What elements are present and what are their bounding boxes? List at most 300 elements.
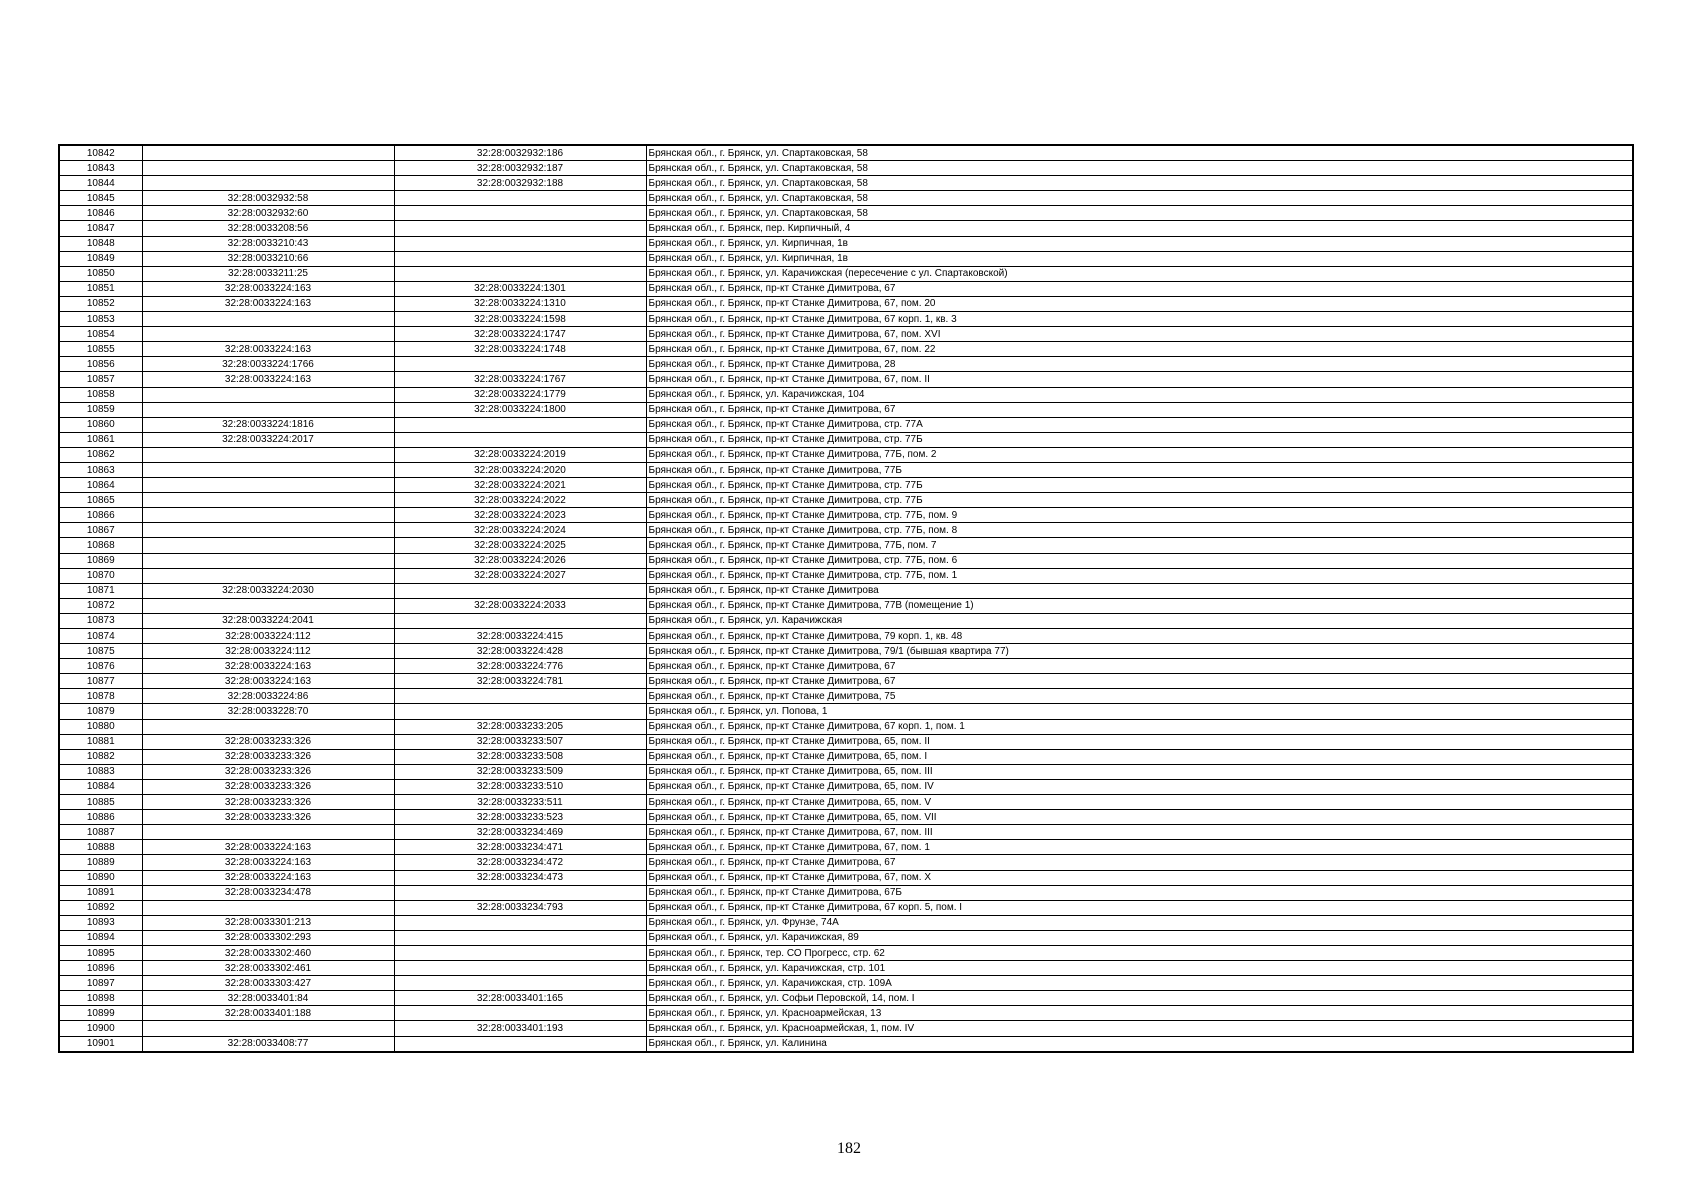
object-number-cell: 32:28:0033224:1748 — [394, 342, 646, 357]
row-number-cell: 10851 — [59, 281, 142, 296]
land-plot-number-cell: 32:28:0033224:163 — [142, 840, 394, 855]
object-number-cell: 32:28:0032932:186 — [394, 145, 646, 161]
table-row — [59, 402, 1633, 417]
table-row — [59, 900, 1633, 915]
land-plot-number-cell: 32:28:0033302:460 — [142, 945, 394, 960]
table-row — [59, 779, 1633, 794]
object-number-cell: 32:28:0033224:2026 — [394, 553, 646, 568]
row-number-cell: 10870 — [59, 568, 142, 583]
land-plot-number-cell: 32:28:0033233:326 — [142, 764, 394, 779]
table-row — [59, 1036, 1633, 1052]
row-number-cell: 10853 — [59, 312, 142, 327]
address-cell: Брянская обл., г. Брянск, пр-кт Станке Димитрова, 65, пом. III — [646, 764, 1633, 779]
address-cell: Брянская обл., г. Брянск, пр-кт Станке Димитрова, 28 — [646, 357, 1633, 372]
address-cell: Брянская обл., г. Брянск, пр-кт Станке Димитрова, 67 корп. 1, пом. 1 — [646, 719, 1633, 734]
address-cell: Брянская обл., г. Брянск, пр-кт Станке Димитрова, 65, пом. VII — [646, 810, 1633, 825]
object-number-cell — [394, 689, 646, 704]
row-number-cell: 10854 — [59, 327, 142, 342]
address-cell: Брянская обл., г. Брянск, пр-кт Станке Димитрова, 67, пом. II — [646, 372, 1633, 387]
table-row — [59, 251, 1633, 266]
object-number-cell — [394, 583, 646, 598]
table-row — [59, 644, 1633, 659]
address-cell: Брянская обл., г. Брянск, пр-кт Станке Димитрова, 79 корп. 1, кв. 48 — [646, 629, 1633, 644]
row-number-cell: 10852 — [59, 296, 142, 311]
address-cell: Брянская обл., г. Брянск, ул. Карачижская, 104 — [646, 387, 1633, 402]
object-number-cell — [394, 251, 646, 266]
land-plot-number-cell — [142, 825, 394, 840]
address-cell: Брянская обл., г. Брянск, пр-кт Станке Димитрова, 77Б, пом. 7 — [646, 538, 1633, 553]
address-cell: Брянская обл., г. Брянск, пр-кт Станке Димитрова, 67 — [646, 659, 1633, 674]
row-number-cell: 10898 — [59, 991, 142, 1006]
table-row — [59, 734, 1633, 749]
address-cell: Брянская обл., г. Брянск, ул. Карачижская, стр. 101 — [646, 961, 1633, 976]
table-row — [59, 432, 1633, 447]
table-row — [59, 810, 1633, 825]
address-cell: Брянская обл., г. Брянск, пр-кт Станке Димитрова, 79/1 (бывшая квартира 77) — [646, 644, 1633, 659]
table-row — [59, 764, 1633, 779]
row-number-cell: 10845 — [59, 191, 142, 206]
address-cell: Брянская обл., г. Брянск, ул. Спартаковская, 58 — [646, 161, 1633, 176]
row-number-cell: 10881 — [59, 734, 142, 749]
table-row — [59, 161, 1633, 176]
row-number-cell: 10856 — [59, 357, 142, 372]
object-number-cell: 32:28:0033224:1310 — [394, 296, 646, 311]
address-cell: Брянская обл., г. Брянск, пр-кт Станке Димитрова, 67, пом. 22 — [646, 342, 1633, 357]
object-number-cell — [394, 357, 646, 372]
address-cell: Брянская обл., г. Брянск, пр-кт Станке Димитрова, стр. 77Б — [646, 493, 1633, 508]
table-row — [59, 493, 1633, 508]
row-number-cell: 10895 — [59, 945, 142, 960]
table-row — [59, 1021, 1633, 1036]
row-number-cell: 10899 — [59, 1006, 142, 1021]
table-row — [59, 659, 1633, 674]
object-number-cell — [394, 885, 646, 900]
land-plot-number-cell: 32:28:0033224:112 — [142, 629, 394, 644]
table-row — [59, 795, 1633, 810]
land-plot-number-cell — [142, 462, 394, 477]
object-number-cell: 32:28:0033224:1301 — [394, 281, 646, 296]
object-number-cell: 32:28:0033224:2021 — [394, 478, 646, 493]
object-number-cell: 32:28:0033234:473 — [394, 870, 646, 885]
land-plot-number-cell: 32:28:0033210:66 — [142, 251, 394, 266]
table-row — [59, 145, 1633, 161]
row-number-cell: 10867 — [59, 523, 142, 538]
row-number-cell: 10859 — [59, 402, 142, 417]
land-plot-number-cell: 32:28:0033224:86 — [142, 689, 394, 704]
object-number-cell: 32:28:0033234:471 — [394, 840, 646, 855]
row-number-cell: 10843 — [59, 161, 142, 176]
row-number-cell: 10850 — [59, 266, 142, 281]
table-row — [59, 462, 1633, 477]
address-cell: Брянская обл., г. Брянск, ул. Спартаковская, 58 — [646, 145, 1633, 161]
address-cell: Брянская обл., г. Брянск, ул. Спартаковская, 58 — [646, 191, 1633, 206]
land-plot-number-cell: 32:28:0033301:213 — [142, 915, 394, 930]
land-plot-number-cell: 32:28:0033224:163 — [142, 855, 394, 870]
land-plot-number-cell: 32:28:0033233:326 — [142, 749, 394, 764]
address-cell: Брянская обл., г. Брянск, пр-кт Станке Димитрова, 67, пом. X — [646, 870, 1633, 885]
address-cell: Брянская обл., г. Брянск, пр-кт Станке Димитрова, 67 — [646, 855, 1633, 870]
table-row — [59, 266, 1633, 281]
table-row — [59, 372, 1633, 387]
table-body — [59, 145, 1633, 1052]
table-row — [59, 342, 1633, 357]
address-cell: Брянская обл., г. Брянск, пр-кт Станке Димитрова, 77Б — [646, 462, 1633, 477]
address-cell: Брянская обл., г. Брянск, пр-кт Станке Димитрова, 77В (помещение 1) — [646, 598, 1633, 613]
row-number-cell: 10869 — [59, 553, 142, 568]
object-number-cell — [394, 206, 646, 221]
row-number-cell: 10844 — [59, 176, 142, 191]
object-number-cell — [394, 613, 646, 628]
land-plot-number-cell — [142, 387, 394, 402]
land-plot-number-cell: 32:28:0033211:25 — [142, 266, 394, 281]
land-plot-number-cell: 32:28:0033224:163 — [142, 674, 394, 689]
row-number-cell: 10893 — [59, 915, 142, 930]
address-cell: Брянская обл., г. Брянск, пр-кт Станке Димитрова, 67, пом. 20 — [646, 296, 1633, 311]
address-cell: Брянская обл., г. Брянск, ул. Красноармейская, 13 — [646, 1006, 1633, 1021]
land-plot-number-cell: 32:28:0032932:58 — [142, 191, 394, 206]
object-number-cell — [394, 704, 646, 719]
object-number-cell: 32:28:0033224:1779 — [394, 387, 646, 402]
address-cell: Брянская обл., г. Брянск, пр-кт Станке Димитрова, 65, пом. II — [646, 734, 1633, 749]
address-cell: Брянская обл., г. Брянск, ул. Спартаковская, 58 — [646, 206, 1633, 221]
land-plot-number-cell — [142, 1021, 394, 1036]
address-cell: Брянская обл., г. Брянск, пр-кт Станке Димитрова, 65, пом. V — [646, 795, 1633, 810]
row-number-cell: 10868 — [59, 538, 142, 553]
table-row — [59, 629, 1633, 644]
address-cell: Брянская обл., г. Брянск, ул. Кирпичная, 1в — [646, 236, 1633, 251]
row-number-cell: 10863 — [59, 462, 142, 477]
object-number-cell — [394, 976, 646, 991]
object-number-cell — [394, 1036, 646, 1052]
table-row — [59, 176, 1633, 191]
row-number-cell: 10878 — [59, 689, 142, 704]
address-cell: Брянская обл., г. Брянск, пр-кт Станке Димитрова, 67, пом. XVI — [646, 327, 1633, 342]
row-number-cell: 10864 — [59, 478, 142, 493]
address-cell: Брянская обл., г. Брянск, ул. Кирпичная, 1в — [646, 251, 1633, 266]
land-plot-number-cell: 32:28:0033401:84 — [142, 991, 394, 1006]
table-row — [59, 387, 1633, 402]
address-cell: Брянская обл., г. Брянск, пр-кт Станке Димитрова, стр. 77Б, пом. 8 — [646, 523, 1633, 538]
object-number-cell: 32:28:0033224:415 — [394, 629, 646, 644]
address-cell: Брянская обл., г. Брянск, пр-кт Станке Димитрова, стр. 77Б, пом. 1 — [646, 568, 1633, 583]
object-number-cell — [394, 191, 646, 206]
object-number-cell: 32:28:0033233:510 — [394, 779, 646, 794]
land-plot-number-cell — [142, 719, 394, 734]
row-number-cell: 10866 — [59, 508, 142, 523]
row-number-cell: 10871 — [59, 583, 142, 598]
table-row — [59, 704, 1633, 719]
object-number-cell: 32:28:0033233:509 — [394, 764, 646, 779]
object-number-cell: 32:28:0032932:187 — [394, 161, 646, 176]
table-row — [59, 719, 1633, 734]
address-cell: Брянская обл., г. Брянск, пр-кт Станке Димитрова, 67 корп. 1, кв. 3 — [646, 312, 1633, 327]
land-plot-number-cell: 32:28:0033234:478 — [142, 885, 394, 900]
address-cell: Брянская обл., г. Брянск, пр-кт Станке Димитрова, 65, пом. I — [646, 749, 1633, 764]
row-number-cell: 10889 — [59, 855, 142, 870]
address-cell: Брянская обл., г. Брянск, ул. Красноармейская, 1, пом. IV — [646, 1021, 1633, 1036]
land-plot-number-cell: 32:28:0033224:112 — [142, 644, 394, 659]
object-number-cell — [394, 1006, 646, 1021]
row-number-cell: 10896 — [59, 961, 142, 976]
object-number-cell: 32:28:0033233:508 — [394, 749, 646, 764]
address-cell: Брянская обл., г. Брянск, пр-кт Станке Димитрова, 67 корп. 5, пом. I — [646, 900, 1633, 915]
row-number-cell: 10847 — [59, 221, 142, 236]
table-row — [59, 930, 1633, 945]
object-number-cell — [394, 915, 646, 930]
object-number-cell: 32:28:0033224:2019 — [394, 447, 646, 462]
address-cell: Брянская обл., г. Брянск, ул. Карачижская, 89 — [646, 930, 1633, 945]
row-number-cell: 10877 — [59, 674, 142, 689]
object-number-cell — [394, 417, 646, 432]
table-row — [59, 915, 1633, 930]
land-plot-number-cell: 32:28:0033228:70 — [142, 704, 394, 719]
table-row — [59, 538, 1633, 553]
row-number-cell: 10855 — [59, 342, 142, 357]
table-row — [59, 613, 1633, 628]
row-number-cell: 10858 — [59, 387, 142, 402]
address-cell: Брянская обл., г. Брянск, ул. Фрунзе, 74А — [646, 915, 1633, 930]
table-row — [59, 568, 1633, 583]
address-cell: Брянская обл., г. Брянск, пр-кт Станке Димитрова, стр. 77Б, пом. 6 — [646, 553, 1633, 568]
land-plot-number-cell: 32:28:0033224:163 — [142, 296, 394, 311]
table-row — [59, 583, 1633, 598]
table-row — [59, 961, 1633, 976]
address-cell: Брянская обл., г. Брянск, пр-кт Станке Димитрова, 67 — [646, 674, 1633, 689]
object-number-cell: 32:28:0033224:428 — [394, 644, 646, 659]
table-row — [59, 523, 1633, 538]
row-number-cell: 10879 — [59, 704, 142, 719]
row-number-cell: 10880 — [59, 719, 142, 734]
row-number-cell: 10857 — [59, 372, 142, 387]
address-cell: Брянская обл., г. Брянск, ул. Софьи Перовской, 14, пом. I — [646, 991, 1633, 1006]
table-row — [59, 191, 1633, 206]
land-plot-number-cell: 32:28:0033302:461 — [142, 961, 394, 976]
land-plot-number-cell — [142, 327, 394, 342]
address-cell: Брянская обл., г. Брянск, ул. Карачижская (пересечение с ул. Спартаковской) — [646, 266, 1633, 281]
table-row — [59, 674, 1633, 689]
land-plot-number-cell — [142, 568, 394, 583]
object-number-cell — [394, 221, 646, 236]
land-plot-number-cell — [142, 538, 394, 553]
table-row — [59, 1006, 1633, 1021]
land-plot-number-cell: 32:28:0033208:56 — [142, 221, 394, 236]
table-row — [59, 447, 1633, 462]
object-number-cell: 32:28:0033224:2025 — [394, 538, 646, 553]
table-row — [59, 327, 1633, 342]
address-cell: Брянская обл., г. Брянск, пр-кт Станке Димитрова — [646, 583, 1633, 598]
table-row — [59, 976, 1633, 991]
address-cell: Брянская обл., г. Брянск, ул. Калинина — [646, 1036, 1633, 1052]
table-row — [59, 553, 1633, 568]
address-cell: Брянская обл., г. Брянск, пр-кт Станке Димитрова, 75 — [646, 689, 1633, 704]
address-cell: Брянская обл., г. Брянск, пр-кт Станке Димитрова, 67Б — [646, 885, 1633, 900]
object-number-cell — [394, 961, 646, 976]
row-number-cell: 10897 — [59, 976, 142, 991]
object-number-cell: 32:28:0033224:1767 — [394, 372, 646, 387]
table-row — [59, 296, 1633, 311]
object-number-cell: 32:28:0033224:2022 — [394, 493, 646, 508]
object-number-cell — [394, 945, 646, 960]
address-cell: Брянская обл., г. Брянск, пер. Кирпичный, 4 — [646, 221, 1633, 236]
object-number-cell: 32:28:0033233:205 — [394, 719, 646, 734]
object-number-cell — [394, 432, 646, 447]
object-number-cell: 32:28:0033224:776 — [394, 659, 646, 674]
land-plot-number-cell — [142, 508, 394, 523]
row-number-cell: 10865 — [59, 493, 142, 508]
object-number-cell: 32:28:0033234:793 — [394, 900, 646, 915]
object-number-cell: 32:28:0033401:193 — [394, 1021, 646, 1036]
object-number-cell: 32:28:0033234:469 — [394, 825, 646, 840]
row-number-cell: 10860 — [59, 417, 142, 432]
table-row — [59, 357, 1633, 372]
table-row — [59, 689, 1633, 704]
table-row — [59, 825, 1633, 840]
land-plot-number-cell: 32:28:0033233:326 — [142, 810, 394, 825]
object-number-cell: 32:28:0033224:2024 — [394, 523, 646, 538]
land-plot-number-cell: 32:28:0033224:2041 — [142, 613, 394, 628]
land-plot-number-cell — [142, 478, 394, 493]
object-number-cell: 32:28:0033233:523 — [394, 810, 646, 825]
row-number-cell: 10875 — [59, 644, 142, 659]
land-plot-number-cell — [142, 447, 394, 462]
address-cell: Брянская обл., г. Брянск, пр-кт Станке Димитрова, стр. 77А — [646, 417, 1633, 432]
address-cell: Брянская обл., г. Брянск, ул. Карачижская, стр. 109А — [646, 976, 1633, 991]
land-plot-number-cell — [142, 493, 394, 508]
row-number-cell: 10886 — [59, 810, 142, 825]
land-plot-number-cell: 32:28:0033210:43 — [142, 236, 394, 251]
address-cell: Брянская обл., г. Брянск, пр-кт Станке Димитрова, 67, пом. 1 — [646, 840, 1633, 855]
object-number-cell: 32:28:0033224:2020 — [394, 462, 646, 477]
table-row — [59, 749, 1633, 764]
row-number-cell: 10900 — [59, 1021, 142, 1036]
object-number-cell: 32:28:0033233:511 — [394, 795, 646, 810]
row-number-cell: 10890 — [59, 870, 142, 885]
row-number-cell: 10885 — [59, 795, 142, 810]
address-cell: Брянская обл., г. Брянск, ул. Попова, 1 — [646, 704, 1633, 719]
object-number-cell: 32:28:0033224:1800 — [394, 402, 646, 417]
address-cell: Брянская обл., г. Брянск, пр-кт Станке Димитрова, стр. 77Б, пом. 9 — [646, 508, 1633, 523]
object-number-cell: 32:28:0033224:2027 — [394, 568, 646, 583]
table-row — [59, 281, 1633, 296]
address-cell: Брянская обл., г. Брянск, пр-кт Станке Димитрова, стр. 77Б — [646, 478, 1633, 493]
table-row — [59, 478, 1633, 493]
row-number-cell: 10862 — [59, 447, 142, 462]
table-row — [59, 870, 1633, 885]
row-number-cell: 10887 — [59, 825, 142, 840]
address-cell: Брянская обл., г. Брянск, пр-кт Станке Димитрова, 67, пом. III — [646, 825, 1633, 840]
row-number-cell: 10874 — [59, 629, 142, 644]
object-number-cell — [394, 930, 646, 945]
table-row — [59, 885, 1633, 900]
table-row — [59, 312, 1633, 327]
land-plot-number-cell — [142, 176, 394, 191]
address-cell: Брянская обл., г. Брянск, пр-кт Станке Димитрова, 67 — [646, 402, 1633, 417]
object-number-cell: 32:28:0033224:781 — [394, 674, 646, 689]
land-plot-number-cell: 32:28:0033224:1766 — [142, 357, 394, 372]
address-cell: Брянская обл., г. Брянск, пр-кт Станке Димитрова, стр. 77Б — [646, 432, 1633, 447]
object-number-cell: 32:28:0033224:2033 — [394, 598, 646, 613]
row-number-cell: 10894 — [59, 930, 142, 945]
land-plot-number-cell — [142, 900, 394, 915]
row-number-cell: 10873 — [59, 613, 142, 628]
land-plot-number-cell: 32:28:0033233:326 — [142, 795, 394, 810]
land-plot-number-cell: 32:28:0033224:2017 — [142, 432, 394, 447]
object-number-cell: 32:28:0033224:1747 — [394, 327, 646, 342]
page-number: 182 — [837, 1140, 861, 1157]
object-number-cell: 32:28:0033234:472 — [394, 855, 646, 870]
address-cell: Брянская обл., г. Брянск, тер. СО Прогресс, стр. 62 — [646, 945, 1633, 960]
object-number-cell: 32:28:0033401:165 — [394, 991, 646, 1006]
address-cell: Брянская обл., г. Брянск, ул. Карачижская — [646, 613, 1633, 628]
row-number-cell: 10861 — [59, 432, 142, 447]
address-cell: Брянская обл., г. Брянск, пр-кт Станке Димитрова, 67 — [646, 281, 1633, 296]
address-cell: Брянская обл., г. Брянск, ул. Спартаковская, 58 — [646, 176, 1633, 191]
row-number-cell: 10882 — [59, 749, 142, 764]
land-plot-number-cell: 32:28:0033233:326 — [142, 734, 394, 749]
object-number-cell — [394, 236, 646, 251]
table-row — [59, 417, 1633, 432]
row-number-cell: 10842 — [59, 145, 142, 161]
table-row — [59, 855, 1633, 870]
row-number-cell: 10884 — [59, 779, 142, 794]
row-number-cell: 10846 — [59, 206, 142, 221]
land-plot-number-cell: 32:28:0033224:2030 — [142, 583, 394, 598]
object-number-cell: 32:28:0032932:188 — [394, 176, 646, 191]
row-number-cell: 10876 — [59, 659, 142, 674]
row-number-cell: 10883 — [59, 764, 142, 779]
row-number-cell: 10849 — [59, 251, 142, 266]
land-plot-number-cell: 32:28:0033224:163 — [142, 659, 394, 674]
land-plot-number-cell: 32:28:0033408:77 — [142, 1036, 394, 1052]
land-plot-number-cell — [142, 402, 394, 417]
row-number-cell: 10891 — [59, 885, 142, 900]
land-plot-number-cell: 32:28:0033224:163 — [142, 870, 394, 885]
land-plot-number-cell: 32:28:0033224:163 — [142, 372, 394, 387]
table-row — [59, 945, 1633, 960]
land-plot-number-cell — [142, 145, 394, 161]
land-plot-number-cell: 32:28:0033302:293 — [142, 930, 394, 945]
land-plot-number-cell — [142, 598, 394, 613]
land-plot-number-cell — [142, 312, 394, 327]
object-number-cell: 32:28:0033233:507 — [394, 734, 646, 749]
object-number-cell: 32:28:0033224:1598 — [394, 312, 646, 327]
land-plot-number-cell: 32:28:0033224:1816 — [142, 417, 394, 432]
table-row — [59, 598, 1633, 613]
land-plot-number-cell: 32:28:0032932:60 — [142, 206, 394, 221]
cadastral-table — [58, 144, 1634, 1053]
land-plot-number-cell — [142, 523, 394, 538]
land-plot-number-cell: 32:28:0033224:163 — [142, 342, 394, 357]
land-plot-number-cell: 32:28:0033224:163 — [142, 281, 394, 296]
row-number-cell: 10892 — [59, 900, 142, 915]
row-number-cell: 10888 — [59, 840, 142, 855]
land-plot-number-cell: 32:28:0033233:326 — [142, 779, 394, 794]
land-plot-number-cell — [142, 161, 394, 176]
table-row — [59, 508, 1633, 523]
table-row — [59, 236, 1633, 251]
row-number-cell: 10872 — [59, 598, 142, 613]
object-number-cell — [394, 266, 646, 281]
address-cell: Брянская обл., г. Брянск, пр-кт Станке Димитрова, 77Б, пом. 2 — [646, 447, 1633, 462]
land-plot-number-cell: 32:28:0033303:427 — [142, 976, 394, 991]
table-row — [59, 206, 1633, 221]
object-number-cell: 32:28:0033224:2023 — [394, 508, 646, 523]
table-row — [59, 840, 1633, 855]
address-cell: Брянская обл., г. Брянск, пр-кт Станке Димитрова, 65, пом. IV — [646, 779, 1633, 794]
land-plot-number-cell: 32:28:0033401:188 — [142, 1006, 394, 1021]
row-number-cell: 10848 — [59, 236, 142, 251]
land-plot-number-cell — [142, 553, 394, 568]
